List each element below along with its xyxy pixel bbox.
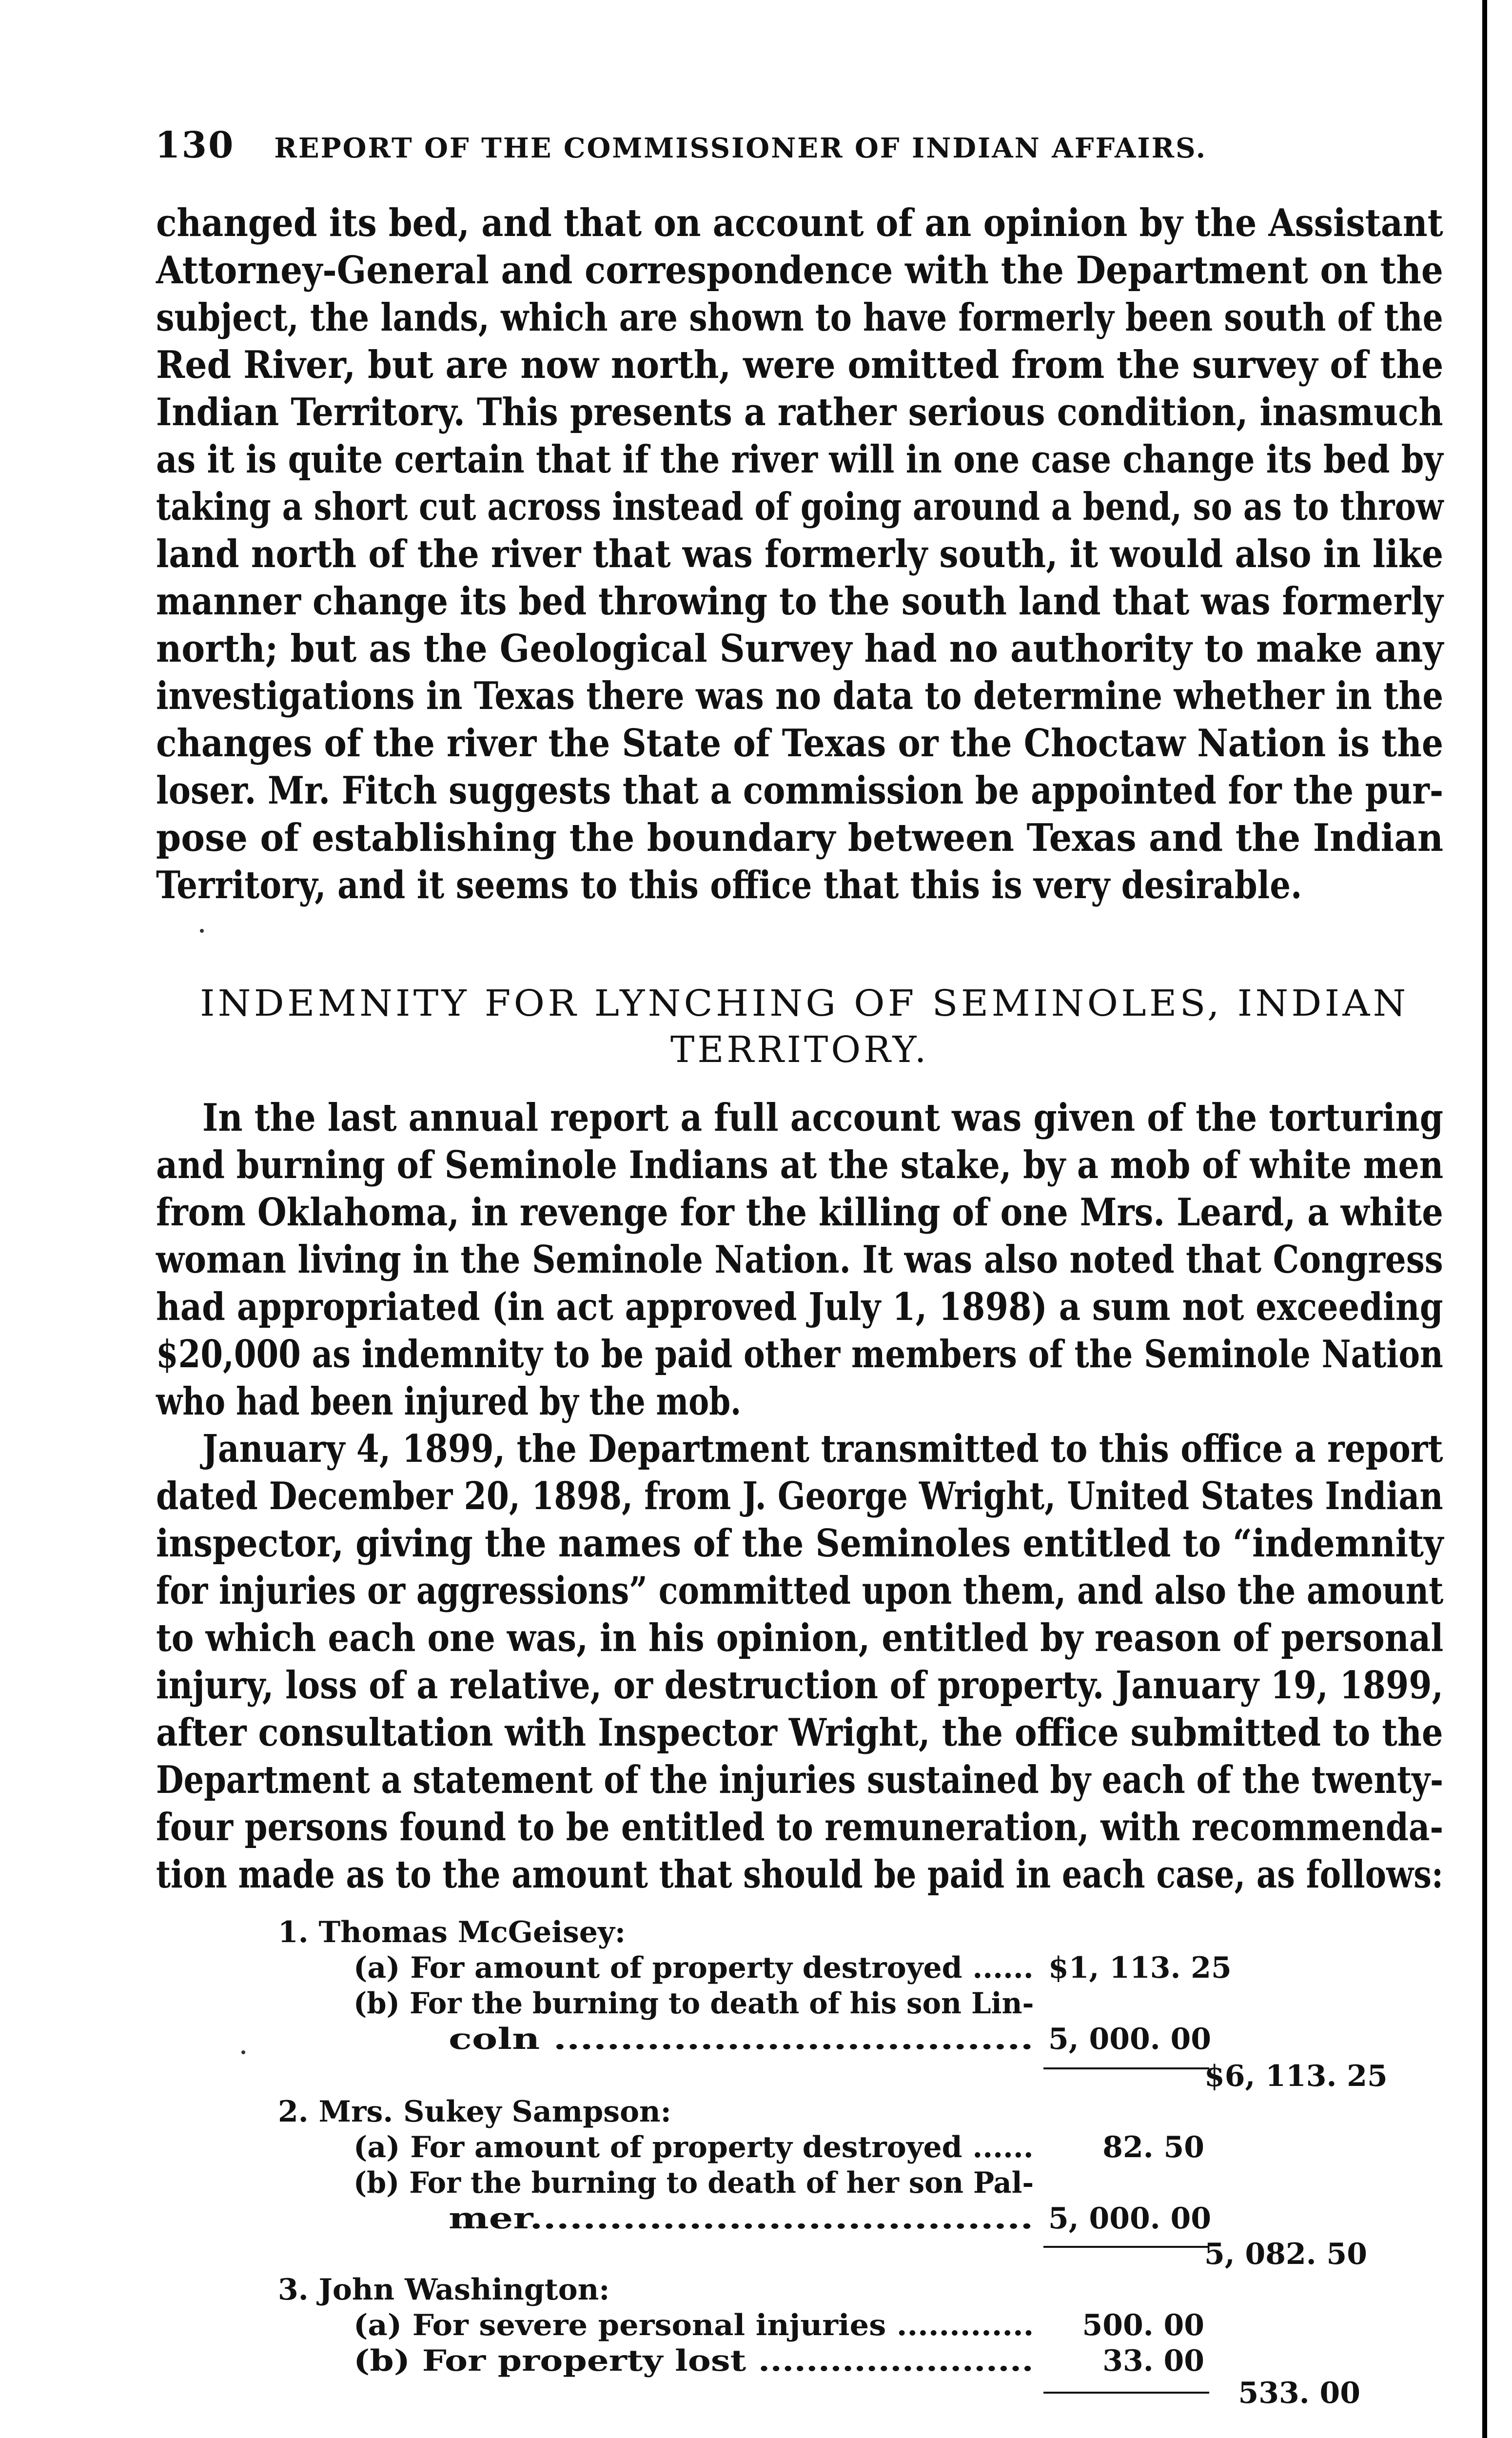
claim-total: $6, 113. 25 [1204, 2059, 1388, 2093]
body-line: who had been injured by the mob. [156, 1379, 742, 1424]
claim-item: (a) For amount of property destroyed ...... [353, 2130, 1034, 2164]
body-line: Attorney-General and correspondence with the Department on the [156, 248, 1443, 293]
body-line: taking a short cut across instead of going around a bend, so as to throw [156, 485, 1444, 529]
claim-total: 5, 082. 50 [1204, 2237, 1368, 2271]
running-header [155, 124, 1207, 166]
claim-item: mer...................................... [449, 2202, 1034, 2236]
claimant-name: 2. Mrs. Sukey Sampson: [278, 2095, 671, 2129]
body-line: had appropriated (in act approved July 1, 1898) a sum not exceeding [156, 1285, 1443, 1329]
body-line: land north of the river that was formerly south, it would also in like [156, 532, 1444, 576]
claim-item-amount: 33. 00 [1102, 2344, 1204, 2378]
claim-total: 533. 00 [1238, 2376, 1360, 2410]
claim-item: (a) For amount of property destroyed ...... [353, 1951, 1034, 1985]
body-line: after consultation with Inspector Wright, the office submitted to the [156, 1711, 1443, 1755]
running-title: REPORT OF THE COMMISSIONER OF INDIAN AFFAIRS. [274, 132, 1207, 164]
claim-item-amount: 5, 000. 00 [1048, 2202, 1212, 2236]
claim-item: coln .................................... [449, 2022, 1034, 2056]
body-line: In the last annual report a full account was given of the torturing [202, 1096, 1444, 1140]
page-number: 130 [155, 124, 235, 166]
print-speck [200, 929, 204, 933]
body-line: Indian Territory. This presents a rather serious condition, inasmuch [156, 390, 1443, 434]
claim-item-amount: 500. 00 [1082, 2308, 1204, 2342]
body-line: pose of establishing the boundary between Texas and the Indian [156, 816, 1444, 860]
body-line: as it is quite certain that if the river will in one case change its bed by [156, 437, 1443, 482]
body-line: Red River, but are now north, were omitted from the survey of the [156, 343, 1444, 387]
body-line: for injuries or aggressions” committed upon them, and also the amount [156, 1569, 1444, 1613]
body-line: injury, loss of a relative, or destruction of property. January 19, 1899, [156, 1663, 1444, 1708]
body-line: inspector, giving the names of the Seminoles entitled to “indemnity [156, 1521, 1444, 1566]
body-line: January 4, 1899, the Department transmitted to this office a report [202, 1427, 1443, 1471]
body-line: from Oklahoma, in revenge for the killing of one Mrs. Leard, a white [156, 1190, 1443, 1235]
body-line: dated December 20, 1898, from J. George Wright, United States Indian [156, 1474, 1443, 1518]
body-line: to which each one was, in his opinion, entitled by reason of personal [156, 1616, 1444, 1660]
claim-item-amount: 5, 000. 00 [1048, 2022, 1212, 2056]
body-line: loser. Mr. Fitch suggests that a commission be appointed for the pur- [156, 768, 1444, 813]
section-heading-line-1: INDEMNITY FOR LYNCHING OF SEMINOLES, INDIAN [200, 983, 1409, 1024]
body-line: tion made as to the amount that should be paid in each case, as follows: [156, 1852, 1444, 1897]
claim-item: (a) For severe personal injuries ............. [353, 2308, 1034, 2342]
body-line: subject, the lands, which are shown to have formerly been south of the [156, 295, 1443, 340]
claim-item: (b) For the burning to death of her son Pal- [353, 2166, 1034, 2200]
body-line: and burning of Seminole Indians at the stake, by a mob of white men [156, 1143, 1444, 1187]
body-line: Territory, and it seems to this office that this is very desirable. [156, 863, 1302, 907]
body-line: Department a statement of the injuries sustained by each of the twenty- [156, 1758, 1444, 1802]
subtotal-rule [1043, 2067, 1209, 2069]
body-line: investigations in Texas there was no data to determine whether in the [156, 674, 1444, 718]
subtotal-rule [1043, 2246, 1209, 2248]
body-line: changes of the river the State of Texas or the Choctaw Nation is the [156, 721, 1444, 766]
print-speck [241, 2050, 245, 2054]
body-line: four persons found to be entitled to remuneration, with recommenda- [156, 1805, 1444, 1849]
section-heading-line-2: TERRITORY. [670, 1029, 929, 1071]
claimant-name: 1. Thomas McGeisey: [278, 1915, 626, 1949]
claimant-name: 3. John Washington: [278, 2273, 610, 2307]
claim-item-amount: $1, 113. 25 [1048, 1951, 1232, 1985]
body-line: $20,000 as indemnity to be paid other members of the Seminole Nation [156, 1332, 1443, 1376]
claim-item-amount: 82. 50 [1102, 2130, 1204, 2164]
body-line: north; but as the Geological Survey had no authority to make any [156, 627, 1444, 671]
page-edge-right-border [1482, 0, 1487, 2438]
body-line: woman living in the Seminole Nation. It was also noted that Congress [156, 1238, 1443, 1282]
claim-item: (b) For the burning to death of his son Lin- [353, 1986, 1034, 2021]
subtotal-rule [1043, 2392, 1209, 2394]
body-line: manner change its bed throwing to the south land that was formerly [156, 579, 1443, 624]
claim-item: (b) For property lost ....................... [353, 2344, 1034, 2378]
body-line: changed its bed, and that on account of an opinion by the Assistant [156, 201, 1443, 245]
